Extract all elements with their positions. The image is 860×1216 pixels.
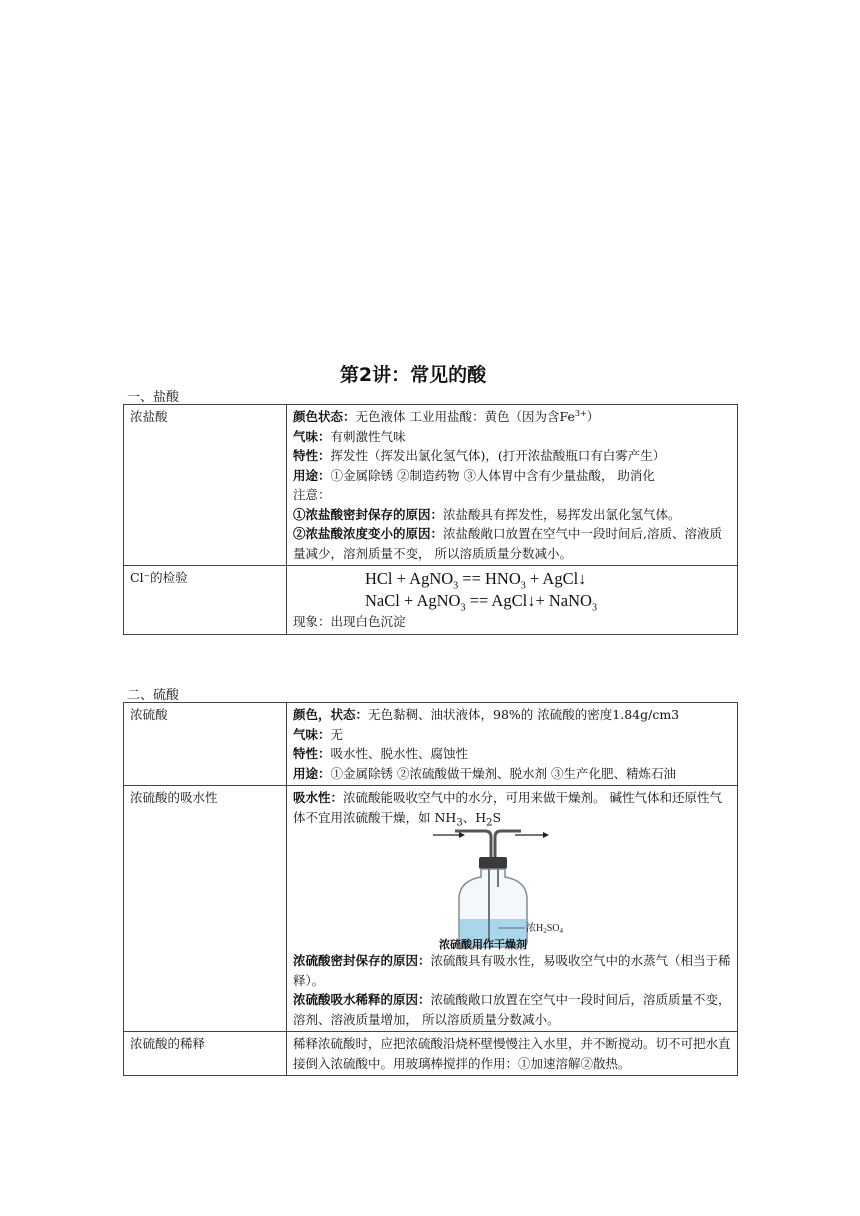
field-value: 浓盐酸敞口放置在空气中一段时间后,溶质、溶液质量减少，溶剂质量不变， 所以溶质质量分数减小。 (293, 526, 722, 561)
subscript: 2 (486, 817, 493, 828)
table-row (124, 566, 738, 635)
gas-washing-bottle-illustration (293, 827, 753, 951)
equation-1: HCl + AgNO$_3$ == $HNO_3$ + AgCl↓ (365, 569, 587, 592)
field-value: 浓硫酸敞口放置在空气中一段时间后，溶质质量不变，溶剂、溶液质量增加， 所以溶质质量分数减小。 (293, 992, 731, 1027)
field-value: 有刺激性气味 (330, 428, 406, 444)
figure-caption: 浓硫酸用作干燥剂 (439, 938, 527, 951)
field-key: 用途： (293, 467, 331, 483)
row-label: Cl⁻的检验 (124, 566, 287, 635)
field-value: ①金属除锈 ②制造药物 ③人体胃中含有少量盐酸， 助消化 (330, 467, 655, 483)
field-key: 特性： (293, 448, 331, 463)
h2so4-table (123, 702, 738, 1076)
field-key: ②浓盐酸浓度变小的原因： (293, 526, 444, 541)
field-value: 挥发性（挥发出氯化氢气体)，(打开浓盐酸瓶口有白雾产生） (330, 448, 666, 463)
table-row (124, 786, 738, 1032)
field-value: 浓硫酸能吸收空气中的水分，可用来做干燥剂。 碱性气体和还原性气体不宜用浓硫酸干燥，如 NH (293, 790, 722, 825)
field-value: 浓硫酸具有吸水性，易吸收空气中的水蒸气（相当于稀释）。 (293, 953, 731, 988)
field-key: 气味： (293, 726, 331, 742)
section-heading-hcl: 一、盐酸 (127, 390, 180, 405)
field-value: ） (586, 409, 600, 424)
bottle-stopper (479, 857, 507, 869)
row-content (287, 703, 738, 786)
subscript: 3 (456, 817, 463, 828)
outlet-arrowhead (543, 832, 549, 838)
acid-label: 浓$H_2SO_4$ (526, 923, 564, 935)
row-content (287, 405, 738, 566)
field-key: 颜色，状态： (293, 707, 369, 722)
field-value: 吸水性、脱水性、腐蚀性 (330, 746, 469, 761)
field-key: 气味： (293, 428, 331, 444)
field-value: S (492, 809, 502, 825)
field-key: ①浓盐酸密封保存的原因： (293, 506, 444, 522)
field-key: 浓硫酸密封保存的原因： (293, 953, 431, 968)
drying-bottle-figure (293, 827, 731, 951)
row-label: 浓硫酸的吸水性 (124, 786, 287, 1032)
field-key: 用途： (293, 765, 331, 781)
row-content (287, 786, 738, 1032)
superscript: 3+ (574, 408, 587, 418)
field-value: 无色黏稠、油状液体，98%的 浓硫酸的密度1.84g/cm3 (368, 707, 680, 722)
row-content (287, 1032, 738, 1076)
field-value: 、H (462, 809, 487, 825)
field-key: 浓硫酸吸水稀释的原因： (293, 992, 431, 1007)
phenomenon-text: 现象：出现白色沉淀 (293, 614, 406, 629)
row-content (287, 566, 738, 635)
row-label: 浓盐酸 (124, 405, 287, 566)
field-key: 特性： (293, 746, 331, 761)
note-label: 注意： (293, 487, 331, 502)
field-value: 无 (330, 726, 344, 742)
table-row (124, 405, 738, 566)
field-value: 无色液体 工业用盐酸：黄色（因为含Fe (355, 409, 575, 424)
field-key: 颜色状态： (293, 409, 356, 424)
field-value: 稀释浓硫酸时，应把浓硫酸沿烧杯壁慢慢注入水里，并不断搅动。切不可把水直接倒入浓硫酸中。用玻璃棒搅拌的作用：①加速溶解②散热。 (293, 1036, 731, 1071)
table-row (124, 1032, 738, 1076)
table-row (124, 703, 738, 786)
section-heading-h2so4: 二、硫酸 (127, 688, 180, 703)
inlet-arrowhead (459, 832, 465, 838)
equation-2: NaCl + AgNO$_3$ == AgCl↓+ NaNO$_3$ (365, 591, 597, 614)
row-label: 浓硫酸的稀释 (124, 1032, 287, 1076)
row-label: 浓硫酸 (124, 703, 287, 786)
hcl-table (123, 404, 738, 635)
field-key: 吸水性： (293, 790, 344, 805)
field-value: ①金属除锈 ②浓硫酸做干燥剂、脱水剂 ③生产化肥、精炼石油 (330, 765, 676, 781)
page-title: 第2讲：常见的酸 (339, 364, 487, 386)
field-value: 浓盐酸具有挥发性，易挥发出氯化氢气体。 (443, 506, 681, 522)
